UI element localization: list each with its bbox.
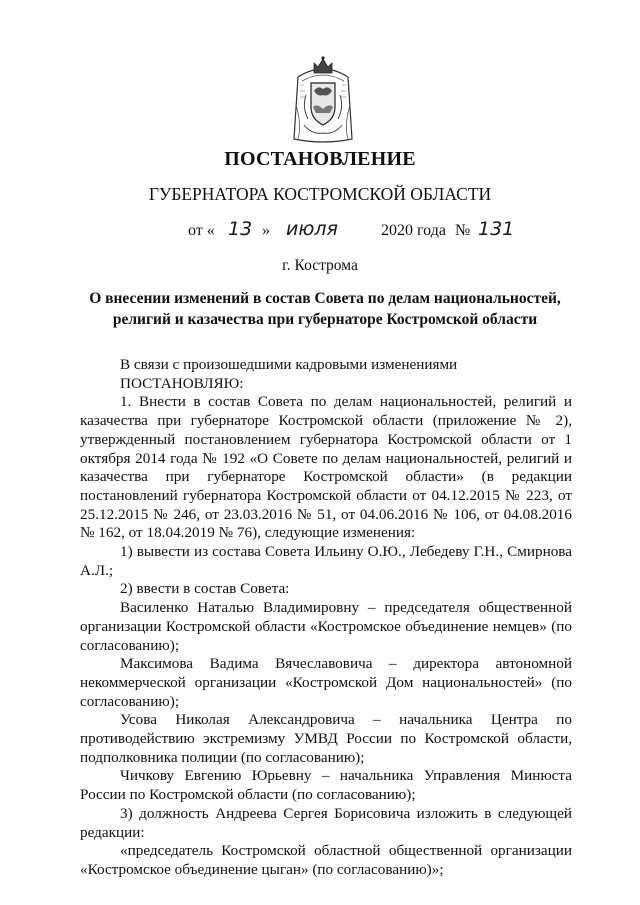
- date-close-quote: »: [262, 222, 270, 239]
- body-paragraph: 1) вывести из состава Совета Ильину О.Ю., Лебедеву Г.Н., Смирнова А.Л.;: [80, 543, 572, 579]
- body-paragraph: 1. Внести в состав Совета по делам национальностей, религий и казачества при губернаторе Костромской области (приложение № 2), утвержденный постановлением губернатора Костромской области от 1 октября 2014 года № 192 «О Совете по делам национальностей, религий и казачества при губернаторе Костромской области» (в редакции постановлений губернатора Костромской области от 04.12.2015 № 223, от 25.12.2015 № 246, от 23.03.2016 № 51, от 04.06.2016 № 106, от 04.08.2016 № 162, от 18.04.2019 № 76), следующие изменения:: [80, 393, 572, 542]
- document-subtitle: ГУБЕРНАТОРА КОСТРОМСКОЙ ОБЛАСТИ: [148, 184, 492, 204]
- date-month-handwritten: июля: [286, 218, 338, 240]
- body-paragraph: Усова Николая Александровича – начальника Центра по противодействию экстремизму УМВД России по Костромской области, подполковника полиции (по согласованию);: [80, 711, 572, 766]
- number-sign: №: [455, 222, 471, 239]
- document-city: г. Кострома: [282, 257, 358, 274]
- preamble-paragraph: В связи с произошедшими кадровыми изменениями: [120, 356, 458, 373]
- date-year: 2020 года: [381, 222, 446, 239]
- heading-line-1: О внесении изменений в состав Совета по делам национальностей,: [89, 290, 561, 307]
- document-heading: [60, 288, 590, 330]
- body-paragraph: 3) должность Андреева Сергея Борисовича изложить в следующей редакции:: [80, 804, 572, 841]
- document-body: [80, 356, 572, 880]
- date-line: [0, 218, 640, 246]
- body-paragraph: Василенко Наталью Владимировну – председателя общественной организации Костромской области «Костромское объединение немцев» (по согласованию);: [80, 599, 572, 654]
- heading-line-2: религий и казачества при губернаторе Костромской области: [112, 311, 538, 328]
- body-paragraph: «председатель Костромской областной общественной организации «Костромское объединение цыган» (по согласованию)»;: [80, 842, 572, 878]
- document-number-handwritten: 131: [478, 218, 515, 240]
- resolve-paragraph: ПОСТАНОВЛЯЮ:: [120, 374, 244, 392]
- coat-of-arms-emblem: [292, 55, 354, 143]
- body-paragraph: Чичкову Евгению Юрьевну – начальника Управления Минюста России по Костромской области (по согласованию);: [80, 767, 572, 804]
- body-paragraph: 2) ввести в состав Совета:: [120, 580, 290, 598]
- date-prefix: от «: [188, 222, 215, 239]
- date-day-handwritten: 13: [228, 218, 253, 240]
- body-paragraph: Максимова Вадима Вячеславовича – директора автономной некоммерческой организации «Костромской Дом национальностей» (по согласованию);: [80, 655, 572, 710]
- document-title: ПОСТАНОВЛЕНИЕ: [224, 148, 416, 170]
